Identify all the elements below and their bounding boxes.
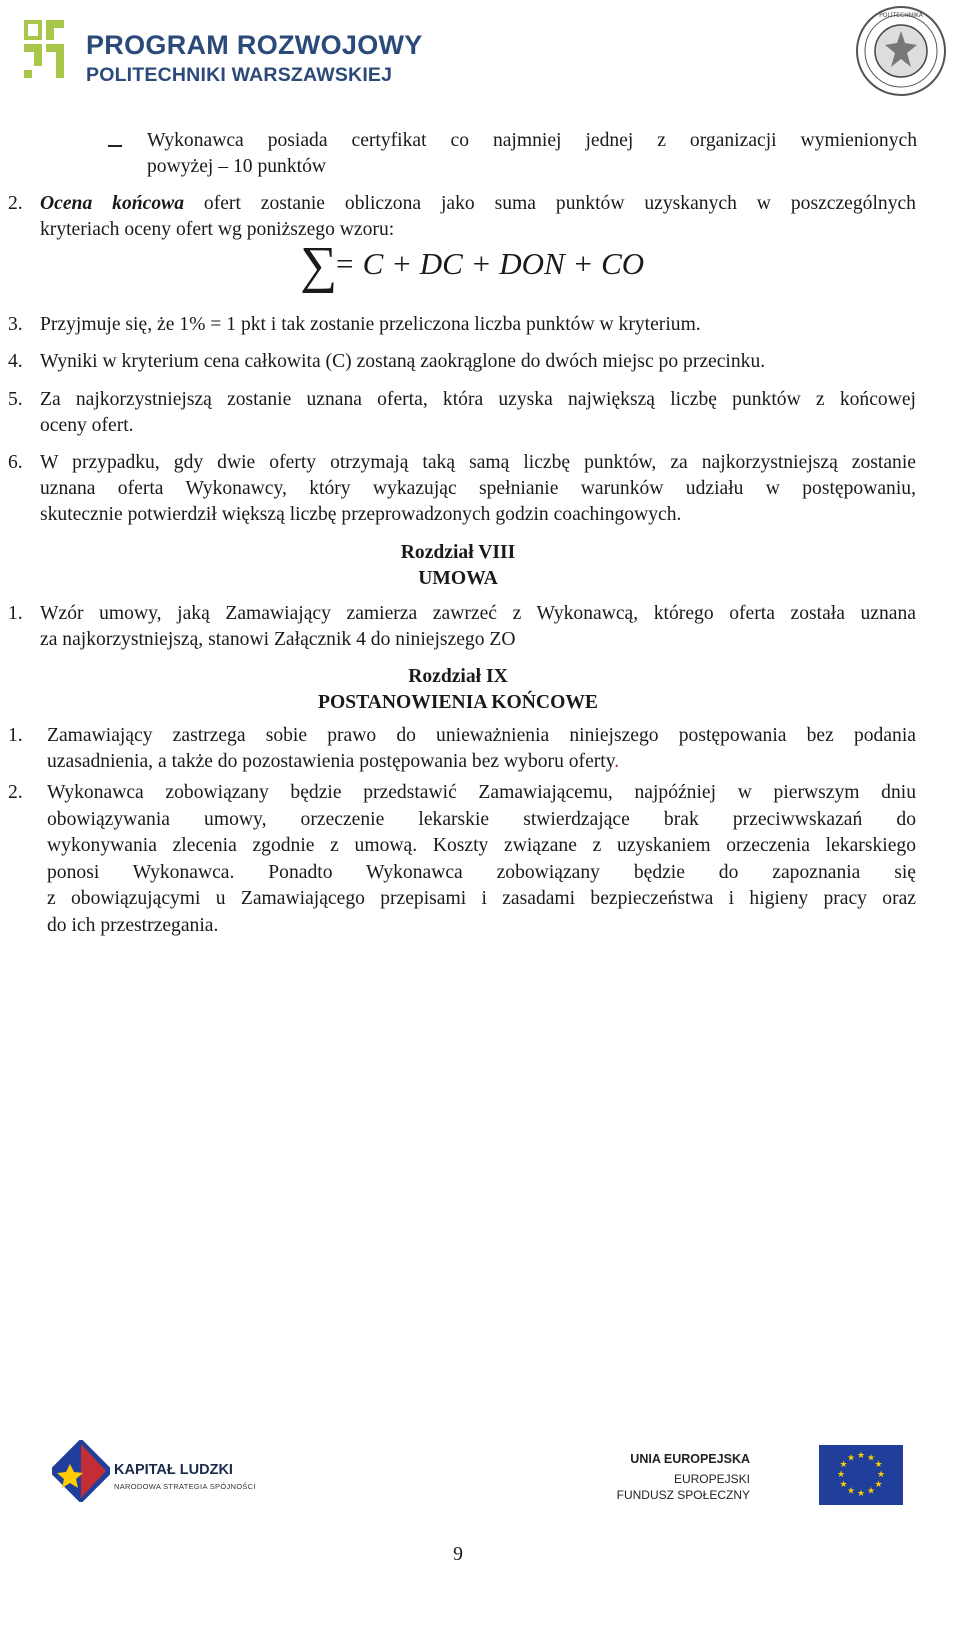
text-line: oceny ofert. [40, 415, 134, 436]
list-number: 2. [8, 193, 23, 214]
eu-logo [616, 1440, 886, 1510]
text-line: za najkorzystniejszą, stanowi Załącznik 4 do niniejszego ZO [40, 629, 516, 650]
list-number: 3. [8, 314, 23, 335]
svg-text:★: ★ [874, 1460, 883, 1470]
svg-text:★: ★ [866, 1453, 876, 1464]
logo-title: PROGRAM ROZWOJOWY [86, 30, 423, 60]
eu-fund-line2: FUNDUSZ SPOŁECZNY [616, 1488, 750, 1502]
kapital-ludzki-logo [52, 1440, 256, 1510]
eu-title: UNIA EUROPEJSKA [630, 1452, 750, 1466]
logo-subtitle: POLITECHNIKI WARSZAWSKIEJ [86, 64, 393, 86]
text-line: Wzór umowy, jaką Zamawiający zamierza zawrzeć z Wykonawcą, którego oferta została uznana [40, 603, 916, 624]
program-logo [20, 16, 423, 86]
text-span: ofert zostanie obliczona jako suma punktów uzyskanych w poszczególnych [184, 193, 916, 214]
eu-flag-icon [819, 1445, 903, 1505]
list-number: 4. [8, 351, 23, 372]
university-seal [855, 5, 947, 97]
text-line: Wykonawca zobowiązany będzie przedstawić Zamawiającemu, najpóźniej w pierwszym dniu [47, 782, 916, 803]
svg-text:★: ★ [866, 1486, 876, 1497]
paragraph-postanowienia-2 [47, 780, 916, 939]
svg-text:★: ★ [846, 1486, 856, 1497]
dash-paragraph [147, 128, 917, 180]
svg-text:★: ★ [836, 1470, 846, 1480]
text-line: ponosi Wykonawca. Ponadto Wykonawca zobowiązany będzie do zapoznania się [47, 861, 916, 883]
svg-text:★: ★ [856, 1489, 866, 1499]
svg-text:★: ★ [876, 1470, 886, 1480]
paragraph-item-3 [40, 312, 916, 338]
chapter-9-title: Rozdział IX [408, 666, 508, 687]
list-number: 1. [8, 725, 23, 746]
svg-text:★: ★ [874, 1480, 883, 1490]
text-line: Przyjmuje się, że 1% = 1 pkt i tak zostanie przeliczona liczba punktów w kryterium. [40, 314, 701, 335]
chapter-9-subtitle: POSTANOWIENIA KOŃCOWE [318, 692, 598, 713]
term-ocena-koncowa: Ocena końcowa [40, 193, 184, 214]
text-span: uzasadnienia, a także do pozostawienia postępowania bez wyboru oferty [47, 751, 615, 772]
text-line: uznana oferta Wykonawcy, który wykazując spełnianie warunków udziału w postępowaniu, [40, 478, 916, 499]
paragraph-item-6 [40, 450, 916, 528]
formula-expression: = C + DC + DON + CO [334, 246, 645, 281]
svg-text:★: ★ [839, 1460, 848, 1470]
program-logo-mark-icon [20, 16, 80, 82]
dash-bullet [108, 145, 122, 147]
list-number: 2. [8, 782, 23, 803]
text-line [47, 749, 916, 775]
text-span: . [614, 751, 620, 772]
svg-text:★: ★ [856, 1451, 866, 1461]
paragraph-item-5 [40, 387, 916, 439]
text-line [40, 191, 916, 217]
text-line: z obowiązującymi u Zamawiającego przepisami i zasadami bezpieczeństwa i higieny pracy oraz [47, 888, 916, 909]
svg-text:★: ★ [839, 1480, 848, 1490]
chapter-8-subtitle: UMOWA [418, 568, 498, 589]
text-line: Wykonawca posiada certyfikat co najmniej jednej z organizacji wymienionych [147, 130, 917, 151]
kapital-ludzki-mark-icon [52, 1440, 110, 1502]
svg-text:★: ★ [846, 1453, 856, 1464]
paragraph-item-2 [40, 191, 916, 243]
list-number: 6. [8, 452, 23, 473]
sigma-icon: ∑ [300, 237, 338, 294]
text-line: wykonywania zlecenia zgodnie z umową. Koszty związane z uzyskaniem orzeczenia lekarskiego [47, 835, 916, 856]
university-seal-icon [855, 5, 947, 97]
kapital-ludzki-title: KAPITAŁ LUDZKI [114, 1462, 233, 1478]
page-number: 9 [453, 1544, 463, 1565]
kapital-ludzki-subtitle: NARODOWA STRATEGIA SPÓJNOŚCI [114, 1482, 256, 1491]
eu-fund-line1: EUROPEJSKI [673, 1472, 750, 1486]
text-line: Wyniki w kryterium cena całkowita (C) zostaną zaokrąglone do dwóch miejsc po przecinku. [40, 351, 766, 372]
list-number: 5. [8, 389, 23, 410]
text-line: skutecznie potwierdził większą liczbę przeprowadzonych godzin coachingowych. [40, 504, 682, 525]
list-number: 1. [8, 603, 23, 624]
text-line: do ich przestrzegania. [47, 914, 219, 936]
text-line: Za najkorzystniejszą zostanie uznana oferta, która uzyska największą liczbę punktów z końcowej [40, 389, 916, 410]
paragraph-item-4 [40, 349, 916, 375]
text-line: W przypadku, gdy dwie oferty otrzymają taką samą liczbę punktów, za najkorzystniejszą zostanie [40, 452, 916, 473]
paragraph-postanowienia-1 [47, 723, 916, 775]
chapter-8-title: Rozdział VIII [400, 542, 516, 563]
paragraph-umowa-1 [40, 601, 916, 653]
text-line: Zamawiający zastrzega sobie prawo do unieważnienia niniejszego postępowania bez podania [47, 725, 916, 746]
text-line: powyżej – 10 punktów [147, 156, 327, 177]
svg-text:POLITECHNIKA: POLITECHNIKA [879, 12, 923, 19]
text-line: obowiązywania umowy, orzeczenie lekarskie stwierdzające brak przeciwwskazań do [47, 808, 916, 830]
text-line: kryteriach oceny ofert wg poniższego wzoru: [40, 219, 395, 240]
